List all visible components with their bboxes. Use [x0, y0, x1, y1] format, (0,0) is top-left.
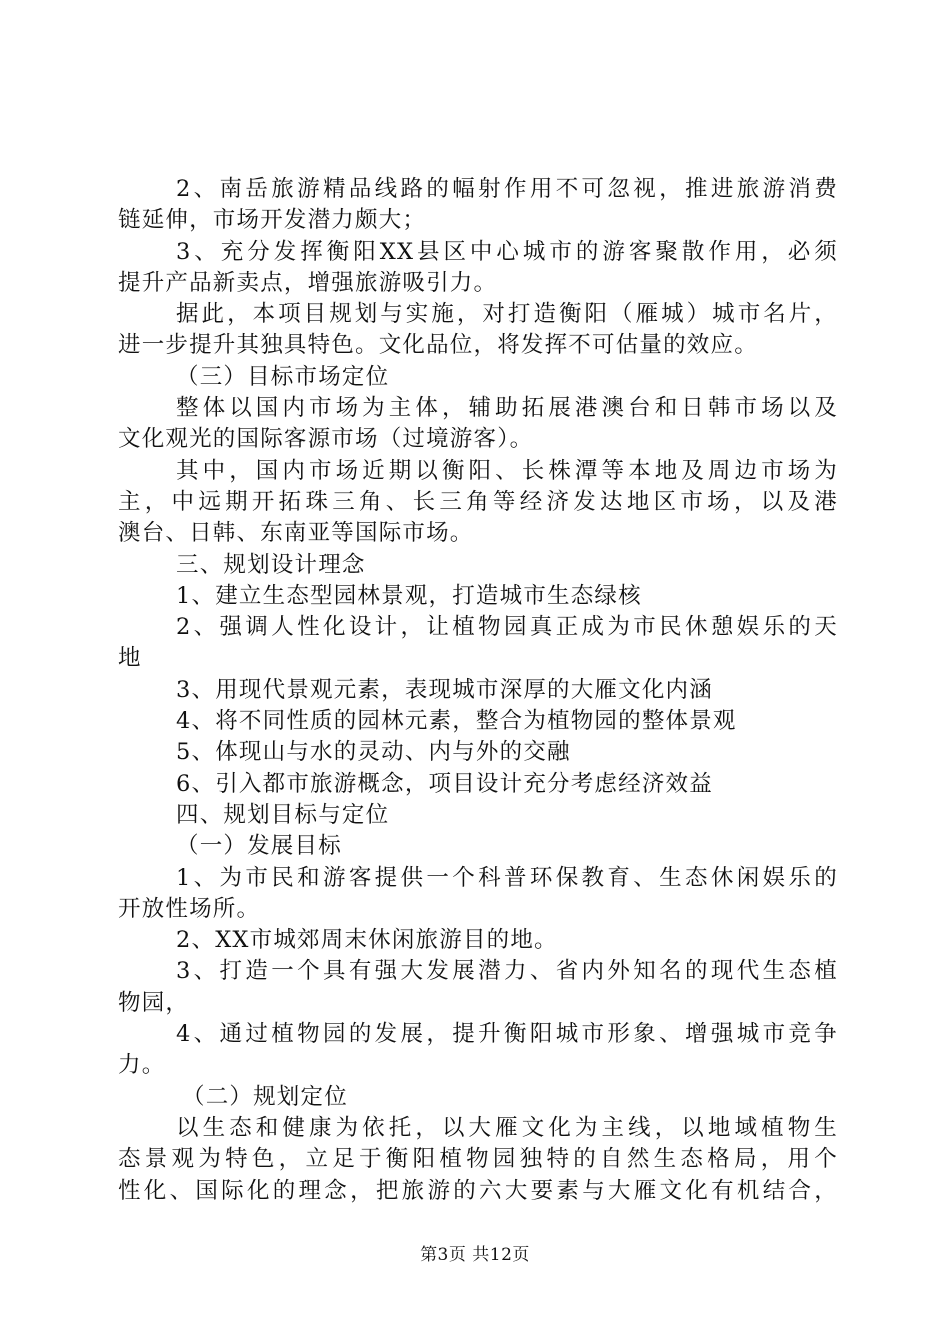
list-item: 1、建立生态型园林景观，打造城市生态绿核	[176, 582, 642, 609]
paragraph-line: 整体以国内市场为主体，辅助拓展港澳台和日韩市场以及	[176, 395, 838, 422]
subsection-heading: （二）规划定位	[182, 1083, 348, 1110]
paragraph-line: 其中，国内市场近期以衡阳、长株潭等本地及周边市场为	[176, 457, 838, 484]
list-item: 2、XX市城郊周末休闲旅游目的地。	[176, 927, 558, 954]
document-body	[118, 174, 838, 1207]
list-item: 3、用现代景观元素，表现城市深厚的大雁文化内涵	[176, 676, 713, 703]
list-item-continuation: 力。	[118, 1052, 166, 1079]
paragraph-line: 性化、国际化的理念，把旅游的六大要素与大雁文化有机结合，	[118, 1177, 838, 1204]
paragraph-line: 据此，本项目规划与实施，对打造衡阳（雁城）城市名片，	[176, 301, 838, 328]
paragraph-line: 2、南岳旅游精品线路的幅射作用不可忽视，推进旅游消费	[176, 176, 838, 202]
paragraph-line: 主，中远期开拓珠三角、长三角等经济发达地区市场，以及港	[118, 488, 838, 515]
list-item: 4、通过植物园的发展，提升衡阳城市形象、增强城市竞争	[176, 1021, 838, 1048]
list-item: 2、强调人性化设计，让植物园真正成为市民休憩娱乐的天	[176, 614, 838, 641]
paragraph-line: 3、充分发挥衡阳XX县区中心城市的游客聚散作用，必须	[176, 238, 838, 265]
list-item: 3、打造一个具有强大发展潜力、省内外知名的现代生态植	[176, 958, 838, 985]
section-heading: （三）目标市场定位	[176, 363, 390, 390]
page-number-footer: 第3页 共12页	[420, 1245, 530, 1265]
list-item: 4、将不同性质的园林元素，整合为植物园的整体景观	[176, 708, 737, 735]
paragraph-line: 链延伸，市场开发潜力颇大；	[118, 207, 427, 234]
list-item-continuation: 地	[118, 645, 142, 672]
subsection-heading: （一）发展目标	[176, 833, 342, 860]
paragraph-line: 澳台、日韩、东南亚等国际市场。	[118, 520, 474, 547]
paragraph-line: 以生态和健康为依托，以大雁文化为主线，以地域植物生	[176, 1114, 838, 1141]
list-item: 1、为市民和游客提供一个科普环保教育、生态休闲娱乐的	[176, 864, 838, 891]
paragraph-line: 态景观为特色，立足于衡阳植物园独特的自然生态格局，用个	[118, 1146, 838, 1173]
list-item: 6、引入都市旅游概念，项目设计充分考虑经济效益	[176, 770, 713, 797]
list-item: 5、体现山与水的灵动、内与外的交融	[176, 739, 571, 766]
list-item-continuation: 开放性场所。	[118, 895, 261, 922]
list-item-continuation: 物园，	[118, 989, 190, 1016]
section-heading: 四、规划目标与定位	[176, 801, 390, 828]
paragraph-line: 进一步提升其独具特色。文化品位，将发挥不可估量的效应。	[118, 332, 758, 359]
section-heading: 三、规划设计理念	[176, 551, 366, 578]
paragraph-line: 文化观光的国际客源市场（过境游客）。	[118, 426, 534, 453]
paragraph-line: 提升产品新卖点，增强旅游吸引力。	[118, 269, 498, 296]
